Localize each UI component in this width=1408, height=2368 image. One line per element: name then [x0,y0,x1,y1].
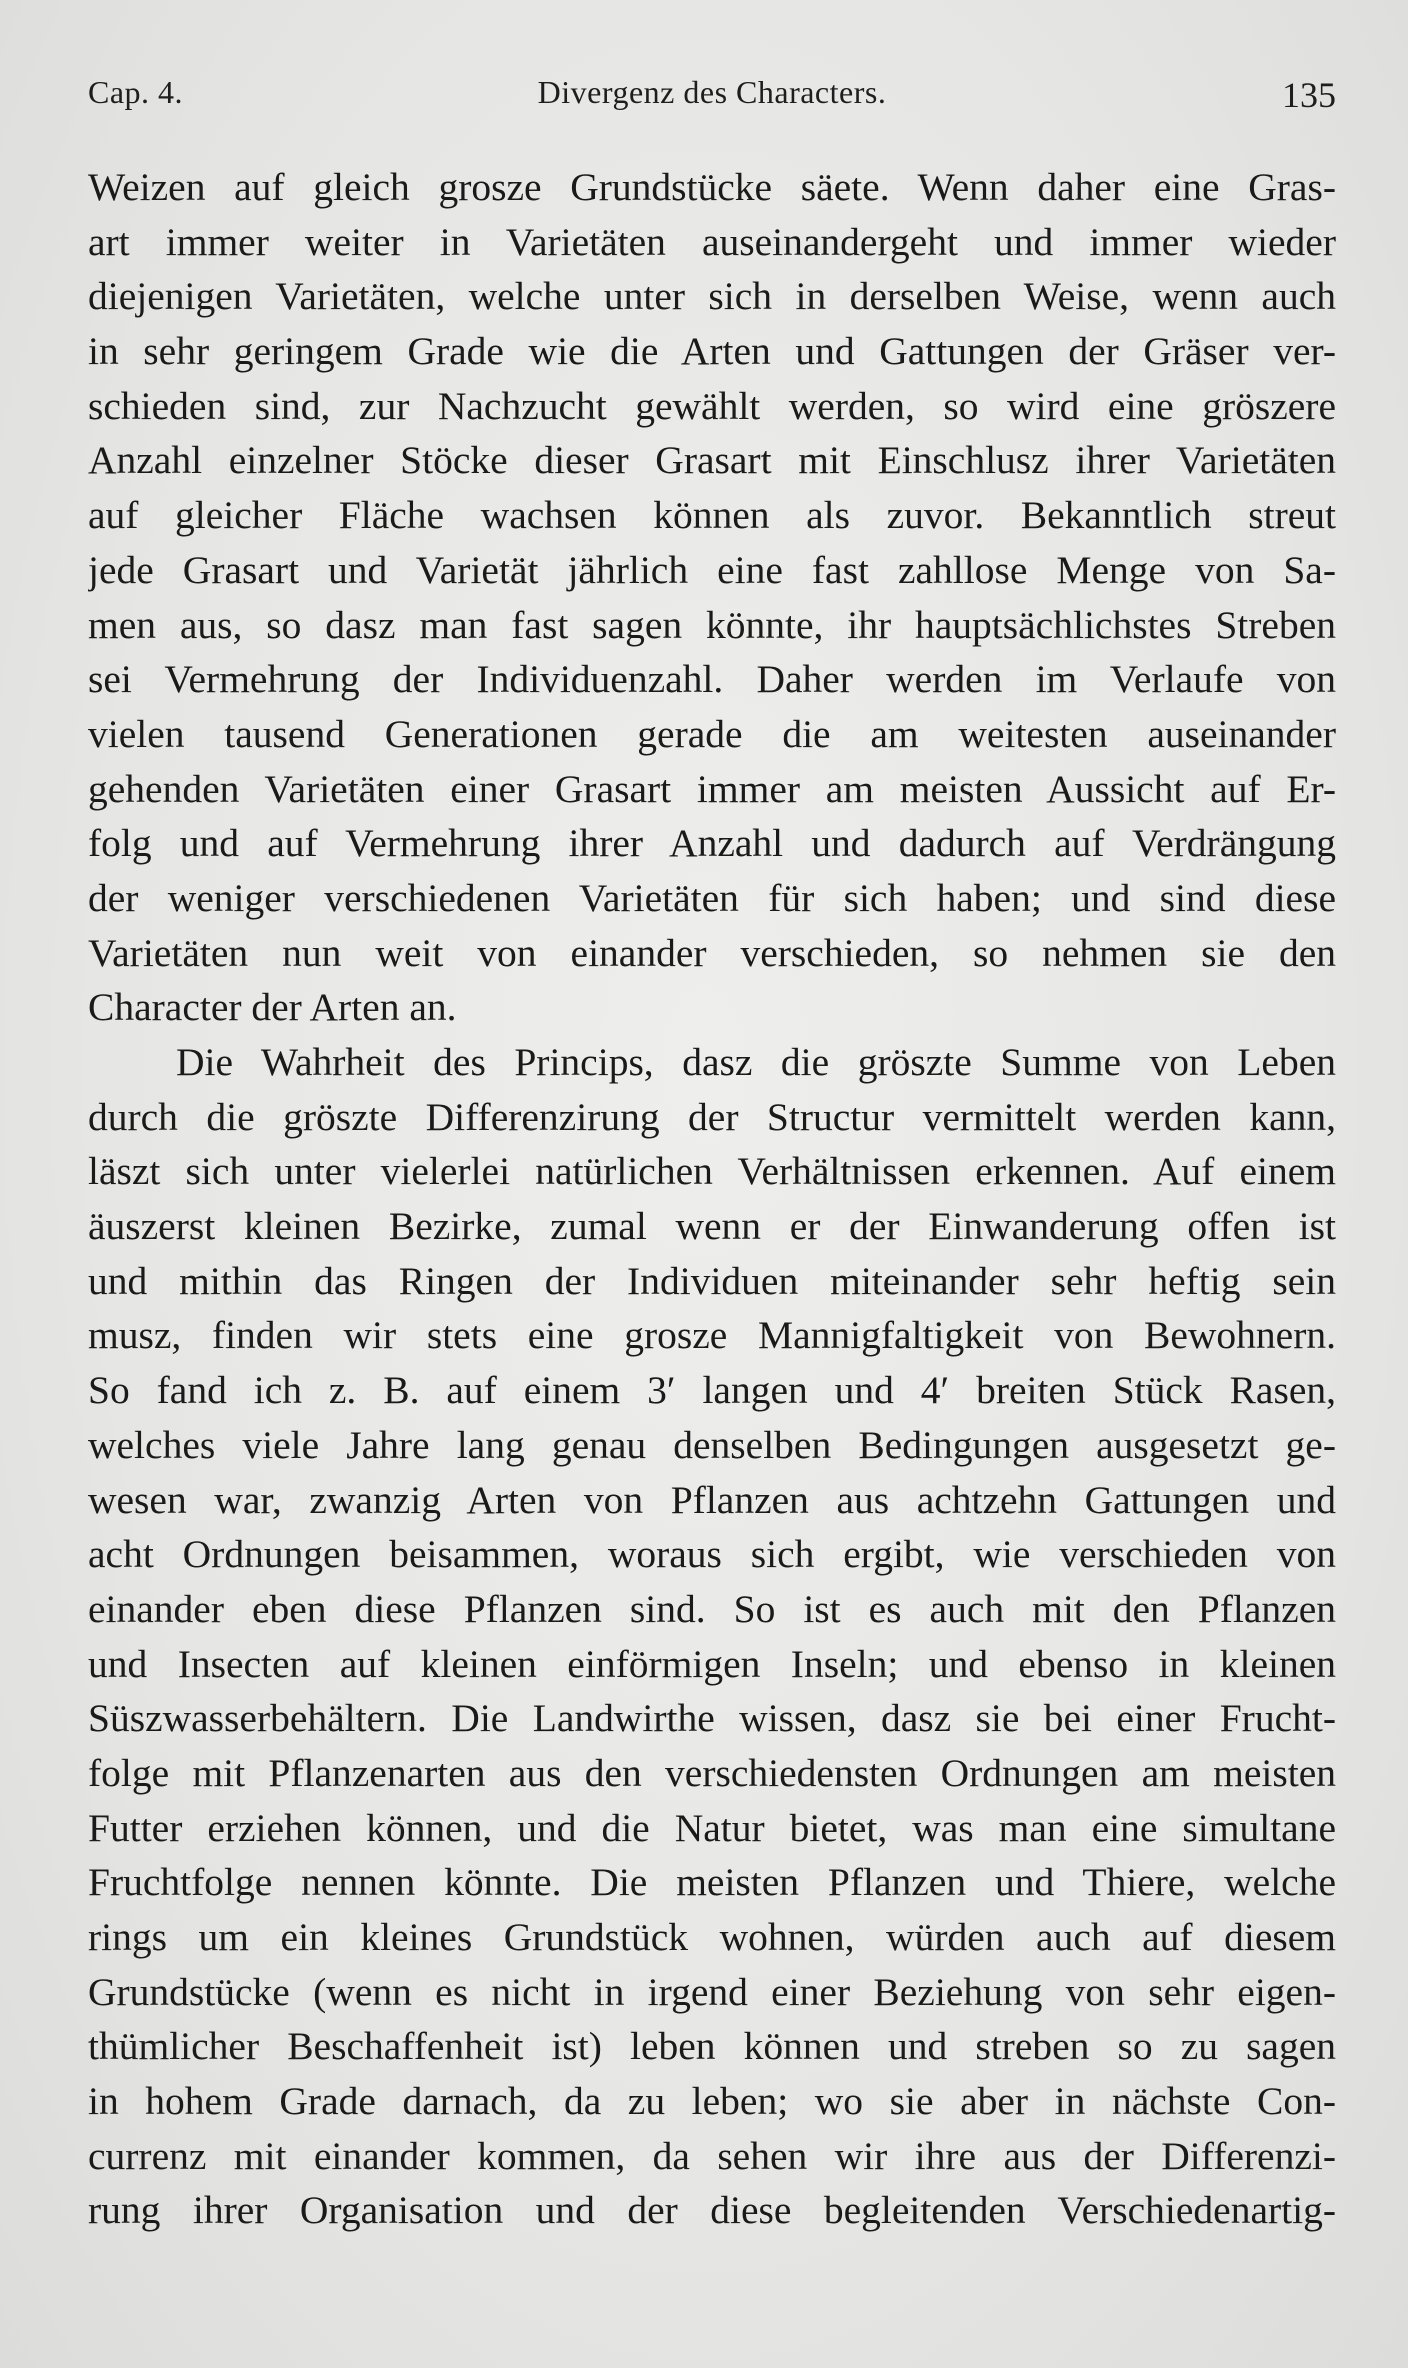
text-line: in sehr geringem Grade wie die Arten und Gattungen der Gräser ver- [88,329,1336,374]
chapter-label: Cap. 4. [88,74,184,110]
text-line: der weniger verschiedenen Varietäten für sich haben; und sind diese [88,875,1336,920]
body-text [88,160,1336,2238]
text-line: welches viele Jahre lang genau denselben Bedingungen ausgesetzt ge- [88,1422,1336,1467]
text-line: einander eben diese Pflanzen sind. So ist es auch mit den Pflanzen [88,1586,1336,1631]
paragraph-2 [88,1035,1336,2238]
text-line: Weizen auf gleich grosze Grundstücke säete. Wenn daher eine Gras- [88,165,1336,209]
page-number: 135 [1282,75,1336,115]
text-line: äuszerst kleinen Bezirke, zumal wenn er der Einwanderung offen ist [88,1204,1336,1249]
text-line: Anzahl einzelner Stöcke dieser Grasart mit Einschlusz ihrer Varietäten [88,438,1336,483]
text-line: folge mit Pflanzenarten aus den verschiedensten Ordnungen am meisten [88,1750,1336,1795]
running-header [88,74,1336,130]
text-line: rung ihrer Organisation und der diese begleitenden Verschiedenartig- [88,2188,1336,2233]
text-line: Futter erziehen können, und die Natur bietet, was man eine simultane [88,1805,1336,1850]
text-line: schieden sind, zur Nachzucht gewählt werden, so wird eine gröszere [88,383,1336,428]
text-line: diejenigen Varietäten, welche unter sich in derselben Weise, wenn auch [88,274,1336,319]
text-line: rings um ein kleines Grundstück wohnen, würden auch auf diesem [88,1915,1336,1959]
text-line: und Insecten auf kleinen einförmigen Inseln; und ebenso in kleinen [88,1641,1336,1686]
text-line: Die Wahrheit des Princips, dasz die gröszte Summe von Leben [176,1040,1336,1084]
text-line: Fruchtfolge nennen könnte. Die meisten Pflanzen und Thiere, welche [88,1860,1336,1905]
text-line: Süszwasserbehältern. Die Landwirthe wissen, dasz sie bei einer Frucht- [88,1696,1336,1741]
text-line: läszt sich unter vielerlei natürlichen Verhältnissen erkennen. Auf einem [88,1149,1336,1194]
paragraph-1 [88,160,1336,1035]
text-line: in hohem Grade darnach, da zu leben; wo sie aber in nächste Con- [88,2079,1336,2124]
text-line: jede Grasart und Varietät jährlich eine fast zahllose Menge von Sa- [88,547,1336,592]
text-line: thümlicher Beschaffenheit ist) leben können und streben so zu sagen [88,2024,1336,2069]
text-line: art immer weiter in Varietäten auseinandergeht und immer wieder [88,219,1336,264]
text-line: men aus, so dasz man fast sagen könnte, ihr hauptsächlichstes Streben [88,602,1336,647]
text-line: sei Vermehrung der Individuenzahl. Daher werden im Verlaufe von [88,657,1336,702]
running-title: Divergenz des Characters. [537,74,887,110]
text-line: acht Ordnungen beisammen, woraus sich ergibt, wie verschieden von [88,1532,1336,1577]
text-line: gehenden Varietäten einer Grasart immer am meisten Aussicht auf Er- [88,766,1336,811]
text-line: folg und auf Vermehrung ihrer Anzahl und dadurch auf Verdrängung [88,821,1336,866]
text-line: Character der Arten an. [88,985,457,1030]
text-line: auf gleicher Fläche wachsen können als zuvor. Bekanntlich streut [88,493,1336,538]
text-line: wesen war, zwanzig Arten von Pflanzen aus achtzehn Gattungen und [88,1477,1336,1522]
text-line: So fand ich z. B. auf einem 3′ langen und 4′ breiten Stück Rasen, [88,1368,1336,1413]
text-line: durch die gröszte Differenzirung der Structur vermittelt werden kann, [88,1094,1336,1139]
text-line: currenz mit einander kommen, da sehen wir ihre aus der Differenzi- [88,2133,1336,2178]
text-line: musz, finden wir stets eine grosze Mannigfaltigkeit von Bewohnern. [88,1313,1336,1358]
text-line: Grundstücke (wenn es nicht in irgend einer Beziehung von sehr eigen- [88,1969,1336,2014]
text-line: und mithin das Ringen der Individuen miteinander sehr heftig sein [88,1258,1336,1303]
text-line: Varietäten nun weit von einander verschieden, so nehmen sie den [88,930,1336,975]
text-line: vielen tausend Generationen gerade die am weitesten auseinander [88,711,1336,756]
